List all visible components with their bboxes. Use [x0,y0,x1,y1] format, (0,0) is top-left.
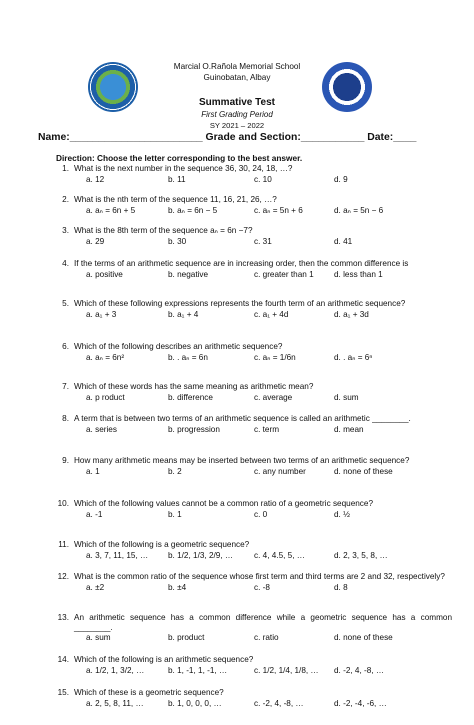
question-text: Which of the following is a geometric sequence? [74,540,250,549]
answer-option-a[interactable]: a. 12 [86,174,105,184]
answer-option-d[interactable]: d. . aₙ = 6ⁿ [334,352,373,362]
answer-option-d[interactable]: d. ½ [334,509,350,519]
answer-option-d[interactable]: d. 8 [334,582,348,592]
question-number: 8. [62,414,69,423]
answer-option-b[interactable]: b. . aₙ = 6n [168,352,208,362]
answer-option-b[interactable]: b. product [168,633,205,643]
answer-option-b[interactable]: b. negative [168,269,209,279]
answer-option-a[interactable]: a. 1 [86,466,100,476]
answer-options [56,393,452,403]
answer-option-c[interactable]: c. 0 [254,509,268,519]
question-text: A term that is between two terms of an arithmetic sequence is called an arithmetic ________. [74,414,411,423]
question-number: 12. [57,572,69,581]
answer-options [56,510,452,520]
question-item [56,195,452,216]
answer-options [56,353,452,363]
answer-option-c[interactable]: c. -8 [254,582,270,592]
question-number: 1. [62,164,69,173]
question-text: An arithmetic sequence has a common difference while a geometric sequence has a common ________. [74,613,452,632]
question-text: How many arithmetic means may be inserted between two terms of an arithmetic sequence? [74,456,410,465]
answer-options [56,583,452,593]
test-title: Summative Test [199,97,275,108]
question-item [56,655,452,676]
answer-option-b[interactable]: b. a₁ + 4 [168,309,199,319]
question-text: What is the nth term of the sequence 11, 16, 21, 26, …? [74,195,277,204]
answer-option-c[interactable]: c. 1/2, 1/4, 1/8, … [254,665,319,675]
question-text: Which of the following is an arithmetic sequence? [74,655,254,664]
question-number: 10. [57,499,69,508]
question-item [56,342,452,363]
question-text: Which of the following describes an arithmetic sequence? [74,342,283,351]
answer-option-d[interactable]: d. mean [334,424,364,434]
school-name: Marcial O.Rañola Memorial School [173,62,301,71]
answer-option-b[interactable]: b. 1, -1, 1, -1, … [168,665,228,675]
answer-option-b[interactable]: b. 2 [168,466,182,476]
answer-option-b[interactable]: b. 11 [168,174,186,184]
question-item [56,164,452,185]
answer-option-c[interactable]: c. 31 [254,236,272,246]
answer-option-d[interactable]: d. 9 [334,174,348,184]
question-text: What is the common ratio of the sequence whose first term and third terms are 2 and 32, respectively? [74,572,445,581]
question-number: 14. [57,655,69,664]
answer-option-c[interactable]: c. 10 [254,174,272,184]
question-item [56,688,452,709]
school-location: Guinobatan, Albay [203,73,271,82]
answer-option-c[interactable]: c. term [254,424,280,434]
question-item [56,259,452,280]
answer-options [56,270,452,280]
answer-option-b[interactable]: b. 1/2, 1/3, 2/9, … [168,550,234,560]
answer-option-b[interactable]: b. ±4 [168,582,187,592]
answer-option-d[interactable]: d. -2, -4, -6, … [334,698,387,708]
answer-option-c[interactable]: c. average [254,392,293,402]
answer-option-c[interactable]: c. any number [254,466,306,476]
answer-option-c[interactable]: c. ratio [254,633,279,643]
answer-option-d[interactable]: d. 2, 3, 5, 8, … [334,550,388,560]
question-text: If the terms of an arithmetic sequence are in increasing order, then the common difference is [74,259,409,268]
grading-period: First Grading Period [201,110,273,119]
answer-options [56,467,452,477]
answer-option-c[interactable]: c. 4, 4.5, 5, … [254,550,305,560]
question-text: Which of the following values cannot be a common ratio of a geometric sequence? [74,499,374,508]
question-number: 7. [62,382,69,391]
answer-option-d[interactable]: d. aₙ = 5n − 6 [334,205,384,215]
answer-option-b[interactable]: b. progression [168,424,220,434]
answer-option-a[interactable]: a. 29 [86,236,105,246]
answer-options [56,551,452,561]
question-number: 15. [57,688,69,697]
answer-option-a[interactable]: a. aₙ = 6n + 5 [86,205,136,215]
question-number: 4. [62,259,69,268]
question-text: What is the 8th term of the sequence aₙ = 6n −7? [74,226,253,235]
question-number: 6. [62,342,69,351]
question-text: Which of these following expressions represents the fourth term of an arithmetic sequence? [74,299,406,308]
answer-option-d[interactable]: d. less than 1 [334,269,383,279]
question-text: Which of these is a geometric sequence? [74,688,224,697]
answer-option-a[interactable]: a. -1 [86,509,103,519]
answer-option-c[interactable]: c. -2, 4, -8, … [254,698,304,708]
answer-options [56,425,452,435]
answer-option-a[interactable]: a. series [86,424,117,434]
question-item [56,499,452,520]
answer-option-b[interactable]: b. difference [168,392,213,402]
answer-option-c[interactable]: c. greater than 1 [254,269,314,279]
answer-option-a[interactable]: a. aₙ = 6n² [86,352,125,362]
answer-option-c[interactable]: c. aₙ = 5n + 6 [254,205,303,215]
answer-options [56,633,452,643]
answer-option-b[interactable]: b. 1, 0, 0, 0, … [168,698,222,708]
question-item [56,572,452,593]
question-number: 2. [62,195,69,204]
answer-option-d[interactable]: d. 41 [334,236,353,246]
answer-options [56,175,452,185]
answer-option-c[interactable]: c. a₁ + 4d [254,309,289,319]
question-item [56,299,452,320]
answer-option-a[interactable]: a. positive [86,269,123,279]
question-text: Which of these words has the same meaning as arithmetic mean? [74,382,314,391]
answer-option-d[interactable]: d. none of these [334,633,393,643]
name-grade-date-line: Name:_______________________ Grade and Section:___________ Date:____ [38,132,417,143]
answer-option-a[interactable]: a. 3, 7, 11, 15, … [86,550,149,560]
question-item [56,226,452,247]
answer-options [56,666,452,676]
answer-option-a[interactable]: a. p roduct [86,392,125,402]
question-item [56,414,452,435]
question-item [56,540,452,561]
answer-option-a[interactable]: a. a₁ + 3 [86,309,117,319]
answer-option-b[interactable]: b. 30 [168,236,187,246]
directions: Direction: Choose the letter corresponding to the best answer. [56,153,303,163]
answer-option-d[interactable]: d. -2, 4, -8, … [334,665,385,675]
answer-option-b[interactable]: b. 1 [168,509,182,519]
answer-option-a[interactable]: a. sum [86,633,111,643]
answer-option-d[interactable]: d. a₁ + 3d [334,309,369,319]
answer-option-a[interactable]: a. 1/2, 1, 3/2, … [86,665,145,675]
answer-option-a[interactable]: a. 2, 5, 8, 11, … [86,698,144,708]
question-number: 3. [62,226,69,235]
question-number: 9. [62,456,69,465]
answer-options [56,310,452,320]
question-item [56,613,452,643]
question-item [56,382,452,403]
answer-option-d[interactable]: d. none of these [334,466,393,476]
question-number: 13. [57,613,69,622]
question-text: What is the next number in the sequence 36, 30, 24, 18, …? [74,164,293,173]
question-item [56,456,452,477]
question-number: 5. [62,299,69,308]
answer-option-a[interactable]: a. ±2 [86,582,105,592]
answer-options [56,699,452,709]
answer-options [56,206,452,216]
answer-option-c[interactable]: c. aₙ = 1/6n [254,352,296,362]
school-year: SY 2021 – 2022 [209,121,265,130]
question-number: 11. [58,540,69,549]
answer-option-d[interactable]: d. sum [334,392,359,402]
answer-option-b[interactable]: b. aₙ = 6n − 5 [168,205,218,215]
answer-options [56,237,452,247]
